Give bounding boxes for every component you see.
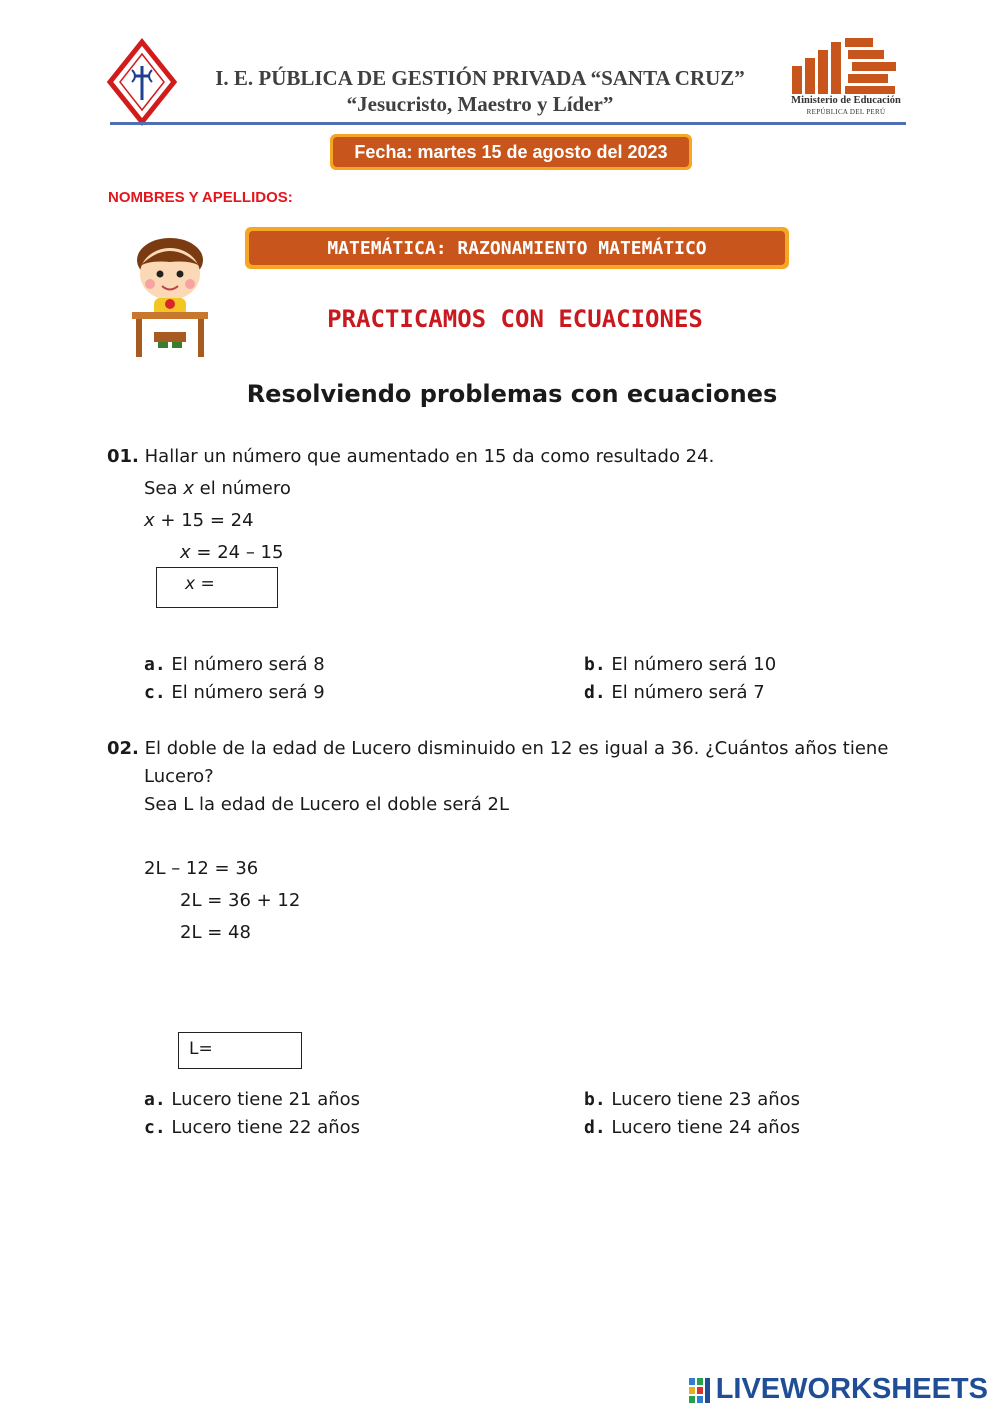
option-a[interactable]	[144, 1089, 360, 1110]
option-text: Lucero tiene 22 años	[171, 1117, 361, 1138]
step-line: 2L – 12 = 36	[144, 858, 259, 879]
option-text: El número será 10	[611, 654, 777, 675]
option-a[interactable]	[144, 654, 325, 675]
subject-text: MATEMÁTICA: RAZONAMIENTO MATEMÁTICO	[249, 231, 785, 265]
liveworksheets-watermark[interactable]	[688, 1373, 988, 1406]
option-b[interactable]	[584, 654, 776, 675]
option-text: Lucero tiene 21 años	[171, 1089, 361, 1110]
option-letter: d.	[584, 1117, 606, 1138]
question-number: 02.	[107, 738, 139, 759]
answer-box-2[interactable]	[178, 1032, 302, 1069]
option-text: Lucero tiene 23 años	[611, 1089, 801, 1110]
ministry-name: Ministerio de Educación	[791, 95, 901, 106]
liveworksheets-icon	[688, 1376, 712, 1404]
variable: x	[185, 574, 196, 594]
option-text: El número será 7	[611, 682, 765, 703]
question-statement: Hallar un número que aumentado en 15 da como resultado 24.	[144, 446, 715, 467]
date-badge	[330, 134, 692, 170]
option-letter: d.	[584, 682, 606, 703]
subtitle: Resolviendo problemas con ecuaciones	[246, 380, 778, 408]
equals: =	[200, 574, 215, 594]
school-name: I. E. PÚBLICA DE GESTIÓN PRIVADA “SANTA CRUZ”	[215, 66, 745, 90]
step-line	[144, 510, 254, 531]
step-text: el número	[199, 478, 291, 499]
option-letter: b.	[584, 654, 606, 675]
step-line	[144, 478, 291, 499]
question-number: 01.	[107, 446, 139, 467]
option-c[interactable]	[144, 682, 325, 703]
date-text: Fecha: martes 15 de agosto del 2023	[333, 137, 689, 167]
option-b[interactable]	[584, 1089, 800, 1110]
option-c[interactable]	[144, 1117, 360, 1138]
option-letter: a.	[144, 654, 166, 675]
school-logo	[106, 38, 178, 126]
answer-label: L=	[189, 1039, 213, 1059]
step-text: Sea	[144, 478, 178, 499]
main-title: PRACTICAMOS CON ECUACIONES	[327, 305, 703, 333]
option-text: El número será 9	[171, 682, 325, 703]
answer-box-1[interactable]	[156, 567, 278, 608]
variable: x	[183, 478, 194, 499]
school-motto: “Jesucristo, Maestro y Líder”	[346, 92, 614, 116]
subject-badge	[245, 227, 789, 269]
option-d[interactable]	[584, 1117, 800, 1138]
option-letter: b.	[584, 1089, 606, 1110]
header-divider	[110, 122, 906, 125]
question-2	[107, 738, 888, 759]
ministry-logo	[790, 36, 902, 96]
option-letter: a.	[144, 1089, 166, 1110]
question-statement: El doble de la edad de Lucero disminuido en 12 es igual a 36. ¿Cuántos años tiene	[144, 738, 889, 759]
question-statement-cont: Lucero?	[144, 766, 214, 787]
option-text: Lucero tiene 24 años	[611, 1117, 801, 1138]
watermark-text: LIVEWORKSHEETS	[715, 1373, 988, 1405]
variable: x	[144, 510, 155, 531]
names-label: NOMBRES Y APELLIDOS:	[108, 189, 293, 206]
student-illustration	[128, 236, 212, 360]
question-intro: Sea L la edad de Lucero el doble será 2L	[144, 794, 510, 815]
variable: x	[180, 542, 191, 563]
option-letter: c.	[144, 1117, 166, 1138]
step-line	[180, 542, 283, 563]
option-text: El número será 8	[171, 654, 325, 675]
step-line: 2L = 36 + 12	[180, 890, 301, 911]
option-d[interactable]	[584, 682, 765, 703]
step-text: = 24 – 15	[196, 542, 284, 563]
step-text: + 15 = 24	[160, 510, 254, 531]
ministry-country: REPÚBLICA DEL PERÚ	[806, 108, 886, 116]
option-letter: c.	[144, 682, 166, 703]
step-line: 2L = 48	[180, 922, 251, 943]
question-1	[107, 446, 714, 467]
